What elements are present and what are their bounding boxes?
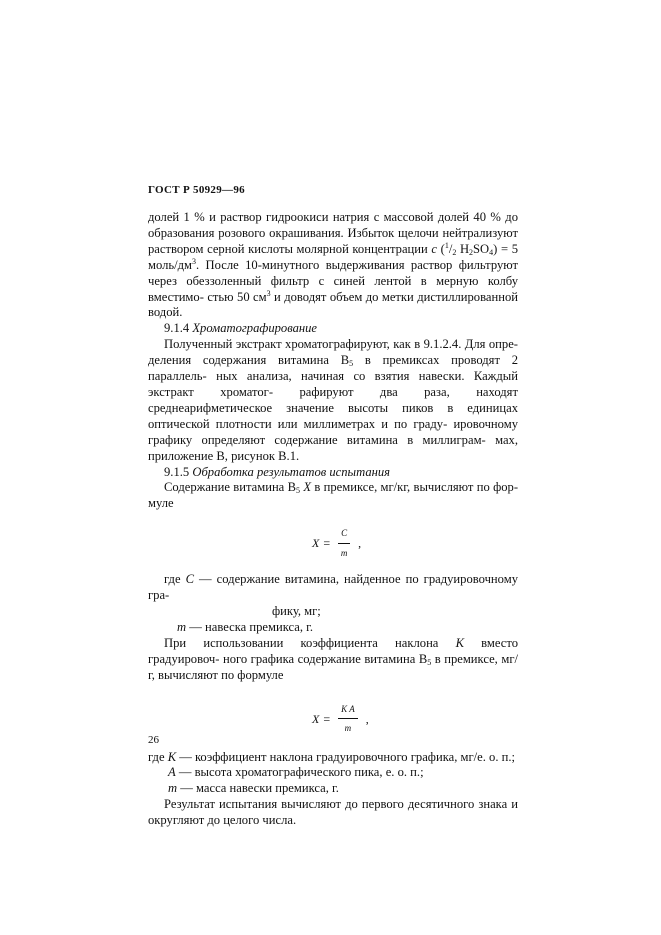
body-text: [148, 210, 518, 829]
paragraph-result-rounding: Результат испытания вычисляют до первого десятичного знака и округляют до целого числа.: [148, 797, 518, 828]
formula-2-fraction: [338, 702, 358, 738]
formula-2: X = $\frac{\text{K A}}{m}$ ,: [148, 684, 518, 750]
formula-1-fraction: [338, 526, 350, 562]
formula-2-lhs: X: [312, 711, 320, 726]
formula-1: X = $\frac{C}{m}$ ,: [148, 512, 518, 572]
formula-2-denominator: m: [344, 723, 352, 734]
formula-2-definitions: где К — коэффициент наклона градуировочного графика, мг/е. о. п.; А — высота хроматографического пика, е. о. п.; m — масса навески премикса, г.: [148, 749, 516, 796]
section-heading-9-1-4: 9.1.4 Хроматографирование: [164, 321, 318, 336]
formula-1-equals: =: [323, 536, 331, 551]
formula-2-numerator: K A: [338, 702, 358, 720]
paragraph-slope-coefficient: При использовании коэффициента наклона К вместо градуировоч- ного графика содержание витамина $В_5$ в премиксе, мг/г, вычисляют по формуле: [148, 635, 518, 682]
formula-1-definitions: где С — содержание витамина, найденное по градуировочному гра- фику, мг; m — навеска премикса, г.: [148, 572, 518, 634]
formula-2-equals: =: [323, 711, 331, 726]
paragraph-chromatography: Полученный экстракт хроматографируют, как в 9.1.2.4. Для опре- деления содержания витамина $В_5$ в премиксах проводят 2 параллель- ных анализа, начиная со взятия навески. Каждый экстракт хроматог- рафируют два раза, находят среднеарифметическое значение высоты пиков в единицах оптической плотности или миллиметрах и по граду- ировочному графику определяют содержание витамина в миллиграм- мах, приложение В, рисунок В.1.: [148, 337, 518, 463]
paragraph-continuation: долей 1 % и раствор гидроокиси натрия с массовой долей 40 % до образования розового окрашивания. Избыток щелочи нейтрализуют раствором серной кислоты молярной концентрации с ($^1/_2$ $H_2SO_4) = 5$ моль/$дм^3$. После 10-минутного выдерживания раствор фильтруют через обеззоленный фильтр с синей лентой в мерную колбу вместимо- стью 50 $см^3$ и доводят объем до метки дистиллированной водой.: [148, 210, 518, 320]
paragraph-results-intro: Содержание витамина $В_5$ X в премиксе, мг/кг, вычисляют по фор- муле: [148, 480, 519, 511]
document-header: ГОСТ Р 50929—96: [148, 184, 245, 196]
page-number: 26: [148, 734, 159, 746]
formula-1-numerator: C: [338, 526, 350, 544]
formula-1-denominator: m: [340, 548, 348, 559]
section-heading-9-1-5: 9.1.5 Обработка результатов испытания: [164, 464, 391, 479]
formula-1-lhs: X: [312, 536, 320, 551]
